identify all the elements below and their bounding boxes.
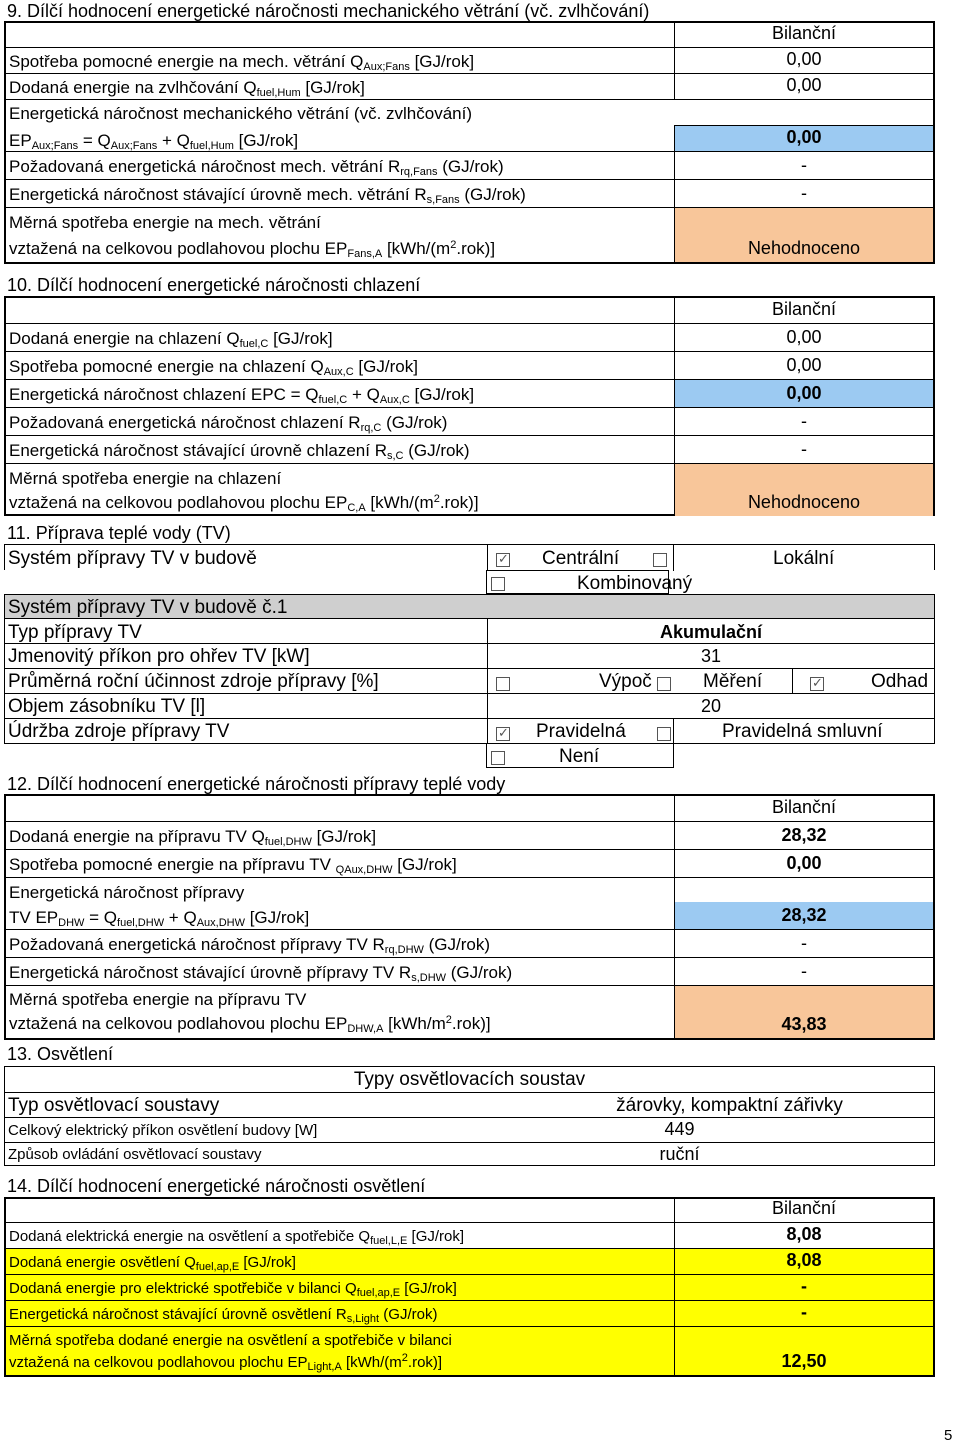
section-11-title: 11. Příprava teplé vody (TV)	[7, 523, 231, 543]
table-row	[6, 958, 933, 986]
row-value: -	[801, 933, 807, 953]
row-value: 0,00	[786, 127, 822, 147]
system-row	[4, 544, 935, 570]
row-label-line2: vztažená na celkovou podlahovou plochu $EP_{C,A}$ $[kWh/(m^2.rok)]$	[9, 493, 479, 514]
section-9-title: 9. Dílčí hodnocení energetické náročnosti mechanického větrání (vč. zvlhčování)	[7, 1, 650, 21]
header-row	[6, 1199, 933, 1223]
section-13-title: 13. Osvětlení	[7, 1044, 114, 1064]
row-label: Energetická náročnost stávající úrovně chlazení $R_{s,C}$ (GJ/rok)	[9, 441, 470, 462]
row-label-line1: Měrná spotřeba energie na mech. větrání	[9, 213, 321, 232]
row-label: Požadovaná energetická náročnost chlazení $R_{rq,C}$ (GJ/rok)	[9, 413, 448, 434]
table-row	[6, 1249, 933, 1275]
checkbox-central[interactable]	[496, 553, 510, 567]
table-row	[6, 208, 933, 262]
option-estimate: Odhad	[871, 671, 929, 692]
volume-value: 20	[700, 696, 722, 716]
column-header: Bilanční	[771, 23, 837, 43]
section-12-table	[4, 794, 935, 1040]
option-measurement: Měření	[703, 671, 763, 692]
option-contract: Pravidelná smluvní	[722, 721, 883, 742]
column-header: Bilanční	[771, 1198, 837, 1218]
row-value: 43,83	[781, 1014, 827, 1034]
type-label: Typ přípravy TV	[8, 622, 142, 643]
row-value: 0,00	[786, 75, 822, 95]
system-number-row	[4, 594, 935, 619]
row-label-line2: TV $EP_{DHW} = Q_{fuel,DHW} + Q_{Aux,DHW}$ [GJ/rok]	[9, 908, 310, 929]
table-row	[6, 380, 933, 408]
table-row	[6, 100, 933, 152]
row-value: 8,08	[786, 1224, 822, 1244]
checkbox-calculation[interactable]	[496, 677, 510, 691]
row-label: Dodaná energie na chlazení $Q_{fuel,C}$ [GJ/rok]	[9, 329, 333, 350]
type-value: Akumulační	[659, 622, 763, 642]
row-value: -	[801, 183, 807, 203]
option-none: Není	[559, 746, 600, 767]
maintenance-none-cell	[486, 743, 674, 768]
row-label-line1: Energetická náročnost přípravy	[9, 883, 245, 902]
table-row	[6, 1275, 933, 1301]
system-number-label: Systém přípravy TV v budově č.1	[8, 597, 288, 618]
row-value: 0,00	[786, 327, 822, 347]
lighting-control-label: Způsob ovládání osvětlovací soustavy	[8, 1146, 262, 1163]
row-label: Dodaná energie osvětlení $Q_{fuel,ap,E}$ [GJ/rok]	[9, 1254, 296, 1273]
row-value: 0,00	[786, 383, 822, 403]
row-value: Nehodnoceno	[747, 492, 861, 512]
checkbox-none[interactable]	[491, 751, 505, 765]
power-row	[4, 644, 935, 669]
checkbox-measurement[interactable]	[657, 677, 671, 691]
row-value: -	[801, 439, 807, 459]
combined-cell	[486, 570, 693, 594]
section-9-table	[4, 21, 935, 264]
table-row	[6, 986, 933, 1038]
row-label: Energetická náročnost stávající úrovně mech. větrání $R_{s,Fans}$ (GJ/rok)	[9, 185, 526, 206]
power-value: 31	[700, 646, 722, 666]
lighting-header: Typy osvětlovacích soustav	[353, 1069, 586, 1090]
row-label: Dodaná energie pro elektrické spotřebiče v bilanci $Q_{fuel,ap,E}$ [GJ/rok]	[9, 1280, 457, 1299]
checkbox-local[interactable]	[653, 553, 667, 567]
row-label: Energetická náročnost stávající úrovně osvětlení $R_{s,Light}$ (GJ/rok)	[9, 1306, 438, 1325]
row-label: Spotřeba pomocné energie na mech. větrání $Q_{Aux;Fans}$ [GJ/rok]	[9, 52, 475, 73]
table-row	[6, 436, 933, 464]
row-label-line1: Měrná spotřeba dodané energie na osvětlení a spotřebiče v bilanci	[9, 1332, 452, 1349]
power-label: Jmenovitý příkon pro ohřev TV [kW]	[8, 646, 310, 667]
row-value: -	[801, 1302, 807, 1322]
option-regular: Pravidelná	[536, 721, 626, 742]
page-number: 5	[944, 1427, 953, 1444]
row-label-line2: vztažená na celkovou podlahovou plochu $EP_{Light,A}$ $[kWh/(m^2.rok)]$	[9, 1352, 443, 1373]
row-label-line1: Energetická náročnost mechanického větrání (vč. zvlhčování)	[9, 104, 473, 123]
table-row	[6, 48, 933, 74]
type-row	[4, 619, 935, 644]
table-row	[6, 352, 933, 380]
lighting-power-label: Celkový elektrický příkon osvětlení budovy [W]	[8, 1122, 318, 1139]
column-header: Bilanční	[771, 797, 837, 817]
row-value: -	[801, 1276, 807, 1296]
checkbox-contract[interactable]	[657, 727, 671, 741]
row-value: 0,00	[786, 355, 822, 375]
row-label: Energetická náročnost chlazení EPC = $Q_{fuel,C} + Q_{Aux,C}$ [GJ/rok]	[9, 385, 475, 406]
row-label: Dodaná elektrická energie na osvětlení a spotřebiče $Q_{fuel,L,E}$ [GJ/rok]	[9, 1228, 465, 1247]
header-row	[6, 796, 933, 822]
table-row	[6, 74, 933, 100]
row-label: Spotřeba pomocné energie na přípravu TV $_{QAux,DHW}$ [GJ/rok]	[9, 855, 457, 876]
maintenance-row	[4, 719, 935, 744]
row-value: 12,50	[781, 1351, 827, 1371]
row-value: 0,00	[786, 853, 822, 873]
option-central: Centrální	[542, 548, 620, 569]
efficiency-row	[4, 669, 935, 694]
row-value: 8,08	[786, 1250, 822, 1270]
row-value: 28,32	[781, 905, 827, 925]
row-value: -	[801, 411, 807, 431]
section-12-title: 12. Dílčí hodnocení energetické náročnosti přípravy teplé vody	[7, 774, 506, 794]
checkbox-combined[interactable]	[491, 577, 505, 591]
lighting-power-value: 449	[664, 1119, 695, 1139]
option-local: Lokální	[773, 548, 835, 569]
row-value: 28,32	[781, 825, 827, 845]
table-row	[6, 878, 933, 930]
row-label: Požadovaná energetická náročnost přípravy TV $R_{rq,DHW}$ (GJ/rok)	[9, 935, 491, 956]
lighting-type-value: žárovky, kompaktní zářivky	[616, 1095, 843, 1116]
column-header: Bilanční	[771, 299, 837, 319]
table-row	[6, 152, 933, 180]
row-value: -	[801, 961, 807, 981]
row-label: Spotřeba pomocné energie na chlazení $Q_{Aux,C}$ [GJ/rok]	[9, 357, 418, 378]
table-row	[6, 822, 933, 850]
table-row	[6, 1327, 933, 1375]
option-combined: Kombinovaný	[577, 573, 693, 594]
table-row	[6, 180, 933, 208]
efficiency-label: Průměrná roční účinnost zdroje přípravy [%]	[8, 671, 379, 692]
table-row	[6, 1223, 933, 1249]
lighting-control-value: ruční	[659, 1144, 700, 1164]
header-row	[6, 23, 933, 48]
section-13-table	[4, 1066, 935, 1166]
table-row	[6, 464, 933, 516]
row-value: -	[801, 155, 807, 175]
section-14-title: 14. Dílčí hodnocení energetické náročnosti osvětlení	[7, 1176, 426, 1196]
system-label: Systém přípravy TV v budově	[8, 548, 257, 569]
volume-label: Objem zásobníku TV [l]	[8, 696, 206, 717]
option-calculation: Výpoč	[599, 671, 652, 692]
volume-row	[4, 694, 935, 719]
row-label-line1: Měrná spotřeba energie na přípravu TV	[9, 990, 307, 1009]
header-row	[6, 298, 933, 324]
section-14-table	[4, 1197, 935, 1377]
section-10-title: 10. Dílčí hodnocení energetické náročnosti chlazení	[7, 275, 421, 295]
row-label-line2: vztažená na celkovou podlahovou plochu $EP_{DHW,A}$ $[kWh/m^2.rok)$]	[9, 1014, 491, 1035]
table-row	[6, 850, 933, 878]
lighting-type-label: Typ osvětlovací soustavy	[8, 1095, 220, 1116]
row-label-line1: Měrná spotřeba energie na chlazení	[9, 469, 282, 488]
table-row	[6, 1301, 933, 1327]
row-label: Dodaná energie na zvlhčování $Q_{fuel,Hum}$ [GJ/rok]	[9, 78, 365, 99]
row-label: Dodaná energie na přípravu TV $Q_{fuel,DHW}$ [GJ/rok]	[9, 827, 377, 848]
row-value: 0,00	[786, 49, 822, 69]
maintenance-label: Údržba zdroje přípravy TV	[8, 721, 230, 742]
row-value: Nehodnoceno	[747, 238, 861, 258]
row-label: Požadovaná energetická náročnost mech. větrání $R_{rq,Fans}$ (GJ/rok)	[9, 157, 504, 178]
table-row	[6, 930, 933, 958]
checkbox-regular[interactable]	[496, 727, 510, 741]
section-10-table	[4, 296, 935, 516]
table-row	[6, 324, 933, 352]
table-row	[6, 408, 933, 436]
row-label-line2: vztažená na celkovou podlahovou plochu $EP_{Fans,A}$ $[kWh/(m^2.rok)]$	[9, 239, 496, 260]
checkbox-estimate[interactable]	[810, 677, 824, 691]
row-label: Energetická náročnost stávající úrovně přípravy TV $R_{s,DHW}$ (GJ/rok)	[9, 963, 513, 984]
row-label-line2: $EP_{Aux;Fans} = Q_{Aux;Fans} + Q_{fuel,Hum}$ [GJ/rok]	[9, 131, 299, 152]
